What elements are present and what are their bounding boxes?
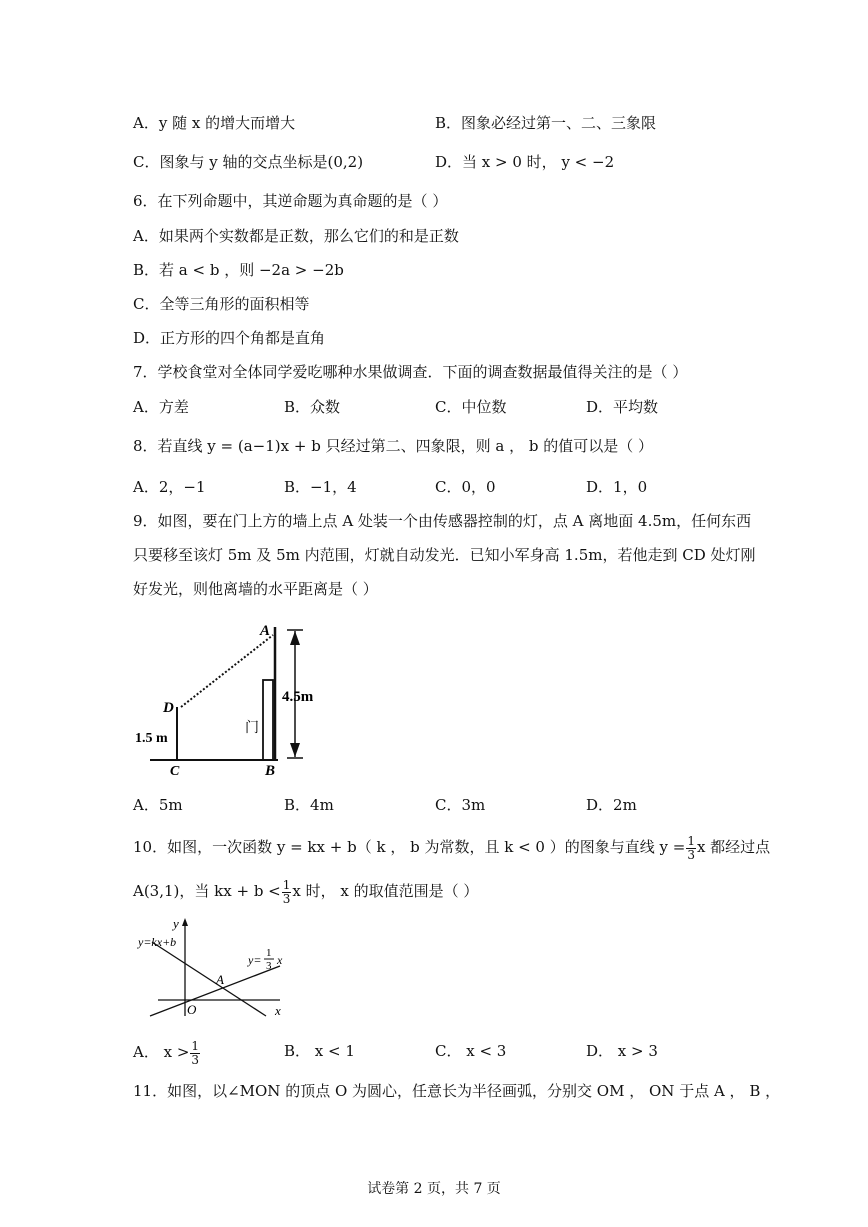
q10-label-a: A: [216, 972, 224, 987]
q6-option-a: A．如果两个实数都是正数，那么它们的和是正数: [133, 227, 459, 245]
q9-label-d: D: [163, 700, 174, 716]
q10-label-line1: y=kx+b: [138, 935, 177, 949]
q9-figure: [130, 615, 330, 780]
q10-label-line2-pre: y=: [248, 953, 262, 967]
q5-option-a: A．y 随 x 的增大而增大: [133, 114, 296, 132]
q10-label-o: O: [187, 1002, 197, 1017]
q10-line-third-x: [150, 966, 280, 1016]
q6-option-b: B．若 a < b ，则 −2a > −2b: [133, 261, 344, 279]
q10-line-1-pre: 10．如图，一次函数 y = kx + b（ k ， b 为常数，且 k < 0 ）的图象与直线 y =: [133, 838, 686, 856]
q9-line-2: 只要移至该灯 5m 及 5m 内范围，灯就自动发光．已知小军身高 1.5m，若他走到 CD 处灯刚: [133, 546, 756, 564]
q10-line-2-post: x 时， x 的取值范围是（ ）: [292, 882, 479, 900]
q9-line-1: 9．如图，要在门上方的墙上点 A 处装一个由传感器控制的灯，点 A 离地面 4.5m，任何东西: [133, 512, 752, 530]
q10-option-c: C． x < 3: [435, 1042, 507, 1060]
q5-option-d: D．当 x > 0 时， y < −2: [435, 153, 615, 171]
page-footer: 试卷第 2 页，共 7 页: [367, 1181, 501, 1197]
q5-option-c: C．图象与 y 轴的交点坐标是(0,2): [133, 153, 364, 171]
q10-fraction-2-num: 1: [282, 877, 291, 892]
q9-door-rect: [263, 680, 273, 760]
q5-option-b: B．图象必经过第一、二、三象限: [435, 114, 657, 132]
q9-person-label: 1.5 m: [135, 731, 168, 746]
q10-label-y: y: [173, 916, 179, 931]
q9-height-label: 4.5m: [282, 689, 314, 705]
q10-label-x: x: [275, 1003, 281, 1018]
q7-option-b: B．众数: [284, 398, 341, 416]
q10-option-a: [133, 1037, 201, 1067]
q8-option-a: A．2，−1: [133, 478, 206, 496]
q10-line-1-post: x 都经过点: [696, 838, 771, 856]
q9-option-c: C．3m: [435, 796, 486, 814]
q10-fraction-1: [686, 835, 696, 862]
q9-option-d: D．2m: [586, 796, 637, 814]
q10-label-line2-den: 3: [266, 960, 272, 972]
q10-fraction-1-num: 1: [687, 833, 695, 848]
q10-label-line2-num: 1: [266, 947, 272, 959]
q7-option-d: D．平均数: [586, 398, 659, 416]
q10-option-a-pre: A． x >: [133, 1043, 190, 1061]
q10-option-b: B． x < 1: [284, 1042, 355, 1060]
q6-option-d: D．正方形的四个角都是直角: [133, 329, 326, 347]
q9-option-a: A．5m: [133, 796, 183, 814]
q8-option-d: D．1，0: [586, 478, 648, 496]
q9-label-a: A: [260, 623, 271, 639]
q10-label-line2-post: x: [277, 953, 283, 967]
q10-option-a-den: 3: [191, 1052, 200, 1067]
q8-stem: 8．若直线 y = (a−1)x + b 只经过第二、四象限，则 a ， b 的值可以是（ ）: [133, 437, 653, 455]
q10-line-1: [133, 832, 770, 862]
q9-door-label: 门: [245, 721, 259, 736]
q10-line-2: [133, 876, 478, 906]
q9-option-b: B．4m: [284, 796, 334, 814]
q10-figure: [130, 912, 300, 1024]
q10-fraction-2-den: 3: [282, 891, 291, 906]
q9-dashed-line: [181, 635, 273, 707]
q9-line-3: 好发光，则他离墙的水平距离是（ ）: [133, 580, 378, 598]
q6-option-c: C．全等三角形的面积相等: [133, 295, 310, 313]
q7-stem: 7．学校食堂对全体同学爱吃哪种水果做调查．下面的调查数据最值得关注的是（ ）: [133, 363, 688, 381]
q10-line-2-pre: A(3,1)，当 kx + b <: [133, 882, 281, 900]
q10-fraction-2: [282, 879, 292, 906]
q8-option-b: B．−1，4: [284, 478, 357, 496]
q7-option-c: C．中位数: [435, 398, 507, 416]
q7-option-a: A．方差: [133, 398, 189, 416]
q9-label-b: B: [265, 763, 276, 779]
q10-option-a-num: 1: [191, 1038, 200, 1053]
q9-label-c: C: [170, 764, 180, 779]
q10-option-a-fraction: [190, 1040, 200, 1067]
q10-fraction-1-den: 3: [687, 847, 695, 862]
q8-option-c: C．0，0: [435, 478, 496, 496]
q10-option-d: D． x > 3: [586, 1042, 658, 1060]
q6-stem: 6．在下列命题中，其逆命题为真命题的是（ ）: [133, 192, 448, 210]
q11-line-1: 11．如图，以∠MON 的顶点 O 为圆心，任意长为半径画弧，分别交 OM ， ON 于点 A ， B ，: [133, 1082, 781, 1100]
